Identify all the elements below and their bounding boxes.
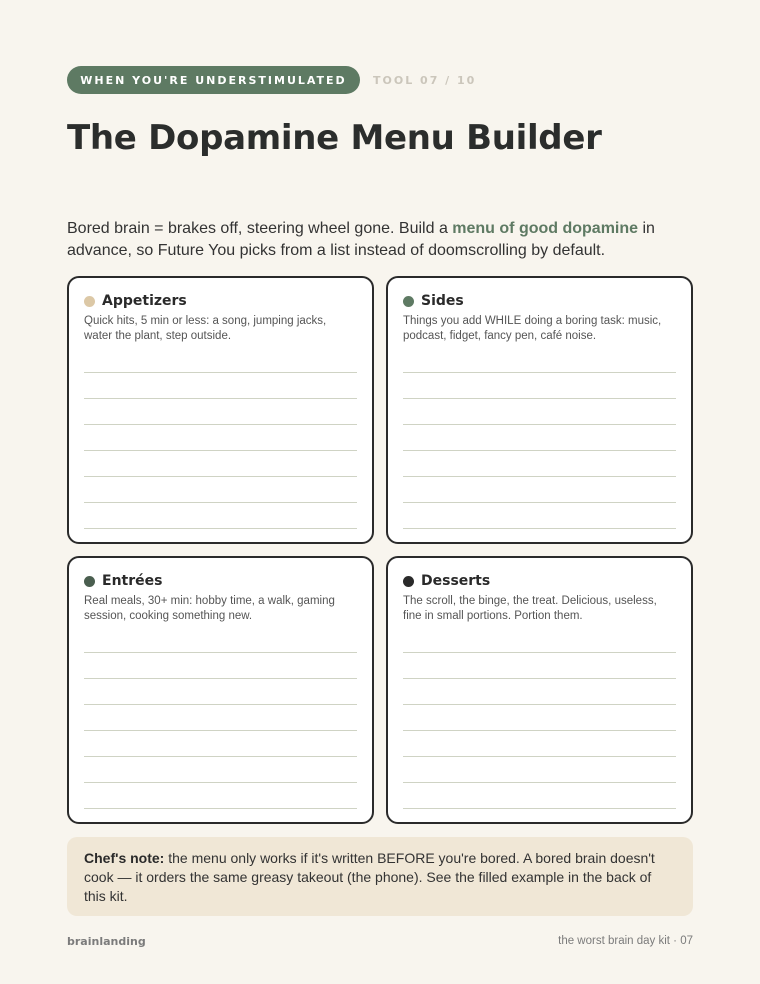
card-entrees	[67, 556, 374, 824]
write-line[interactable]	[403, 808, 676, 809]
write-line[interactable]	[403, 450, 676, 451]
write-line[interactable]	[403, 398, 676, 399]
worksheet-page	[67, 66, 693, 948]
write-line[interactable]	[84, 450, 357, 451]
write-line[interactable]	[84, 424, 357, 425]
write-line[interactable]	[84, 782, 357, 783]
intro-paragraph	[67, 218, 667, 262]
write-line[interactable]	[84, 678, 357, 679]
card-desserts	[386, 556, 693, 824]
note-label: Chef's note:	[84, 850, 165, 866]
tool-counter: TOOL 07 / 10	[373, 73, 477, 87]
card-description: Things you add WHILE doing a boring task: music, podcast, fidget, fancy pen, café noise.	[403, 315, 662, 342]
appetizers-dot-icon	[84, 296, 95, 307]
write-line[interactable]	[84, 808, 357, 809]
card-description: Real meals, 30+ min: hobby time, a walk, gaming session, cooking something new.	[84, 595, 335, 622]
intro-text-start: Bored brain = brakes off, steering wheel gone. Build a	[67, 220, 453, 237]
page-title: The Dopamine Menu Builder	[67, 118, 602, 158]
card-title: Desserts	[421, 573, 491, 589]
writing-lines[interactable]	[84, 652, 357, 834]
card-description: Quick hits, 5 min or less: a song, jumping jacks, water the plant, step outside.	[84, 315, 327, 342]
write-line[interactable]	[84, 502, 357, 503]
write-line[interactable]	[84, 476, 357, 477]
write-line[interactable]	[403, 528, 676, 529]
card-title: Appetizers	[102, 293, 187, 309]
header-row	[67, 66, 693, 94]
card-description: The scroll, the binge, the treat. Delicious, useless, fine in small portions. Portion them.	[403, 595, 657, 622]
chefs-note-callout	[67, 837, 693, 916]
card-title: Entrées	[102, 573, 163, 589]
card-appetizers	[67, 276, 374, 544]
writing-lines[interactable]	[403, 372, 676, 554]
card-sides	[386, 276, 693, 544]
write-line[interactable]	[403, 502, 676, 503]
write-line[interactable]	[403, 678, 676, 679]
write-line[interactable]	[84, 652, 357, 653]
note-text: the menu only works if it's written BEFORE you're bored. A bored brain doesn't cook — it orders the same greasy takeout (the phone). See the filled example in the back of this kit.	[84, 850, 655, 904]
write-line[interactable]	[403, 782, 676, 783]
write-line[interactable]	[403, 730, 676, 731]
write-line[interactable]	[84, 372, 357, 373]
write-line[interactable]	[84, 398, 357, 399]
write-line[interactable]	[84, 756, 357, 757]
write-line[interactable]	[403, 756, 676, 757]
sides-dot-icon	[403, 296, 414, 307]
write-line[interactable]	[403, 476, 676, 477]
intro-text-end: in advance, so Future You picks from a list instead of doomscrolling by default.	[67, 220, 655, 259]
write-line[interactable]	[403, 372, 676, 373]
write-line[interactable]	[403, 652, 676, 653]
desserts-dot-icon	[403, 576, 414, 587]
category-badge: WHEN YOU'RE UNDERSTIMULATED	[67, 66, 360, 94]
writing-lines[interactable]	[403, 652, 676, 834]
entrees-dot-icon	[84, 576, 95, 587]
write-line[interactable]	[403, 704, 676, 705]
footer-page-info: the worst brain day kit · 07	[558, 935, 693, 947]
write-line[interactable]	[84, 730, 357, 731]
card-title: Sides	[421, 293, 464, 309]
write-line[interactable]	[84, 528, 357, 529]
write-line[interactable]	[84, 704, 357, 705]
writing-lines[interactable]	[84, 372, 357, 554]
write-line[interactable]	[403, 424, 676, 425]
footer-brand: brainlanding	[67, 935, 146, 948]
intro-highlight: menu of good dopamine	[452, 220, 639, 237]
